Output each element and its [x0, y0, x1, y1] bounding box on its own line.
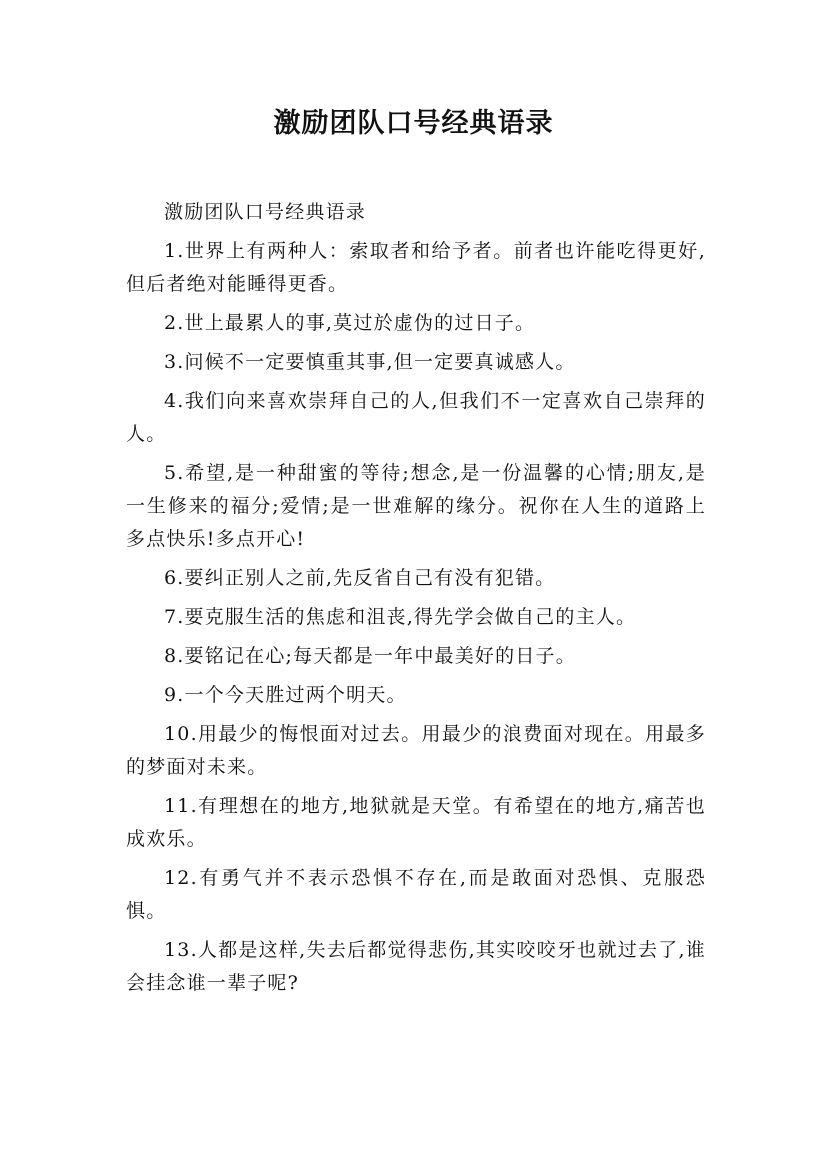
document-body	[126, 196, 706, 1006]
document-title: 激励团队口号经典语录	[273, 108, 554, 139]
quote-item-11: 11.有理想在的地方,地狱就是天堂。有希望在的地方,痛苦也成欢乐。	[126, 795, 706, 850]
quote-item-5: 5.希望,是一种甜蜜的等待;想念,是一份温馨的心情;朋友,是一生修来的福分;爱情;是一世难解的缘分。祝你在人生的道路上多点快乐!多点开心!	[126, 462, 706, 550]
quote-item-2: 2.世上最累人的事,莫过於虚伪的过日子。	[164, 312, 536, 334]
quote-item-4: 4.我们向来喜欢崇拜自己的人,但我们不一定喜欢自己崇拜的人。	[126, 390, 706, 445]
quote-item-9: 9.一个今天胜过两个明天。	[164, 684, 407, 706]
quote-item-13: 13.人都是这样,失去后都觉得悲伤,其实咬咬牙也就过去了,谁会挂念谁一辈子呢?	[126, 939, 706, 994]
quote-item-3: 3.问候不一定要慎重其事,但一定要真诚感人。	[164, 351, 576, 373]
quote-item-6: 6.要纠正别人之前,先反省自己有没有犯错。	[164, 567, 556, 589]
quote-item-7: 7.要克服生活的焦虑和沮丧,得先学会做自己的主人。	[164, 606, 637, 628]
quote-item-12: 12.有勇气并不表示恐惧不存在,而是敢面对恐惧、克服恐惧。	[126, 867, 706, 922]
document-subtitle: 激励团队口号经典语录	[164, 201, 367, 223]
quote-item-1: 1.世界上有两种人：索取者和给予者。前者也许能吃得更好,但后者绝对能睡得更香。	[126, 240, 706, 295]
quote-item-10: 10.用最少的悔恨面对过去。用最少的浪费面对现在。用最多的梦面对未来。	[126, 723, 706, 778]
quote-item-8: 8.要铭记在心;每天都是一年中最美好的日子。	[164, 645, 576, 667]
